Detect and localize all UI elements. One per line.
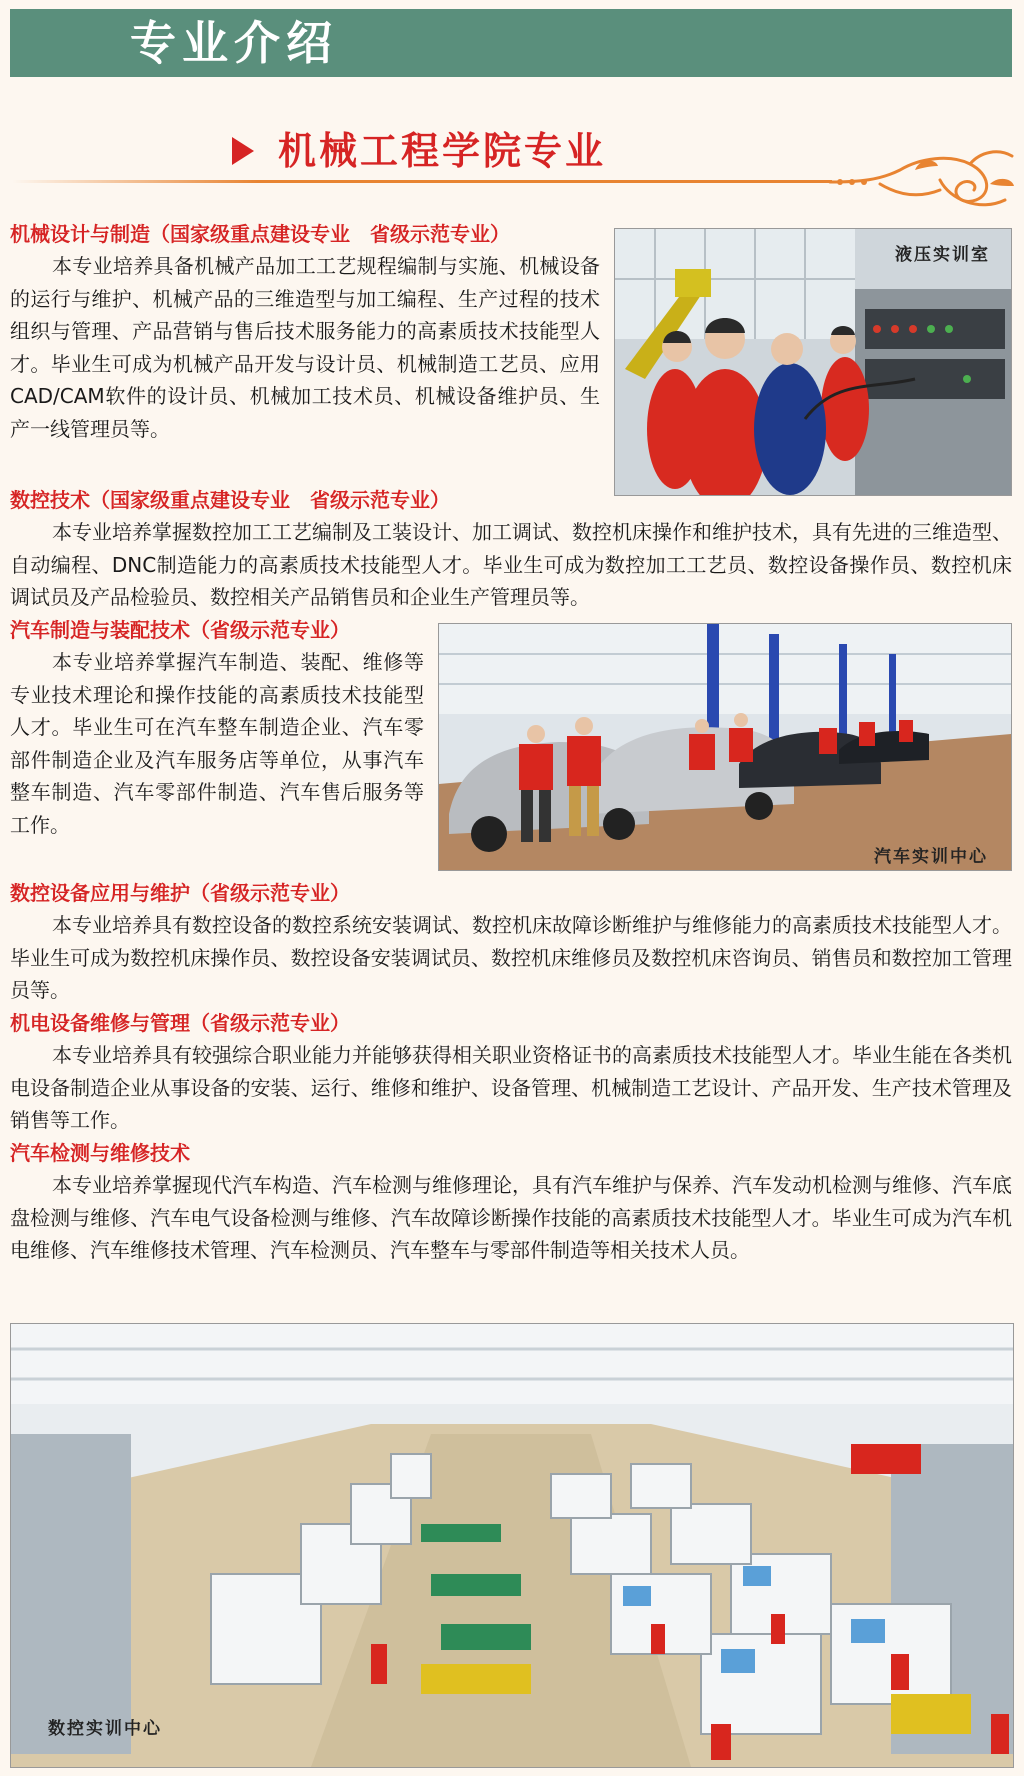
photo-cnc-training-center bbox=[10, 1323, 1014, 1768]
major-mechanical-design bbox=[10, 218, 600, 445]
photo-caption: 数控实训中心 bbox=[48, 1719, 162, 1739]
photo-hydraulic-lab bbox=[614, 228, 1012, 496]
major-auto-manufacturing bbox=[10, 614, 424, 841]
major-body: 本专业培养掌握数控加工工艺编制及工装设计、加工调试、数控机床操作和维护技术，具有先进的三维造型、自动编程、DNC制造能力的高素质技术技能型人才。毕业生可成为数控加工工艺员、数控设备操作员、数控机床调试员及产品检验员、数控相关产品销售员和企业生产管理员等。 bbox=[10, 520, 1012, 609]
subheader bbox=[0, 120, 1024, 220]
major-body: 本专业培养具有数控设备的数控系统安装调试、数控机床故障诊断维护与维修能力的高素质技术技能型人才。毕业生可成为数控机床操作员、数控设备安装调试员、数控机床维修员及数控机床咨询员、销售员和数控加工管理员等。 bbox=[10, 913, 1012, 1002]
major-heading: 数控技术（国家级重点建设专业 省级示范专业） bbox=[10, 488, 450, 512]
major-cnc-equipment bbox=[10, 877, 1012, 1007]
major-electromechanical bbox=[10, 1007, 1012, 1137]
major-body: 本专业培养掌握汽车制造、装配、维修等专业技术理论和操作技能的高素质技术技能型人才。毕业生可在汽车整车制造企业、汽车零部件制造企业及汽车服务店等单位，从事汽车整车制造、汽车零部件制造、汽车售后服务等工作。 bbox=[10, 650, 424, 837]
divider bbox=[12, 180, 832, 183]
subheader-title: 机械工程学院专业 bbox=[278, 129, 607, 173]
triangle-arrow-icon bbox=[232, 137, 254, 165]
major-heading: 汽车检测与维修技术 bbox=[10, 1141, 190, 1165]
swirl-ornament-icon bbox=[820, 140, 1020, 220]
major-auto-inspection bbox=[10, 1137, 1012, 1267]
major-heading: 机械设计与制造（国家级重点建设专业 省级示范专业） bbox=[10, 222, 510, 246]
major-body: 本专业培养具有较强综合职业能力并能够获得相关职业资格证书的高素质技术技能型人才。毕业生能在各类机电设备制造企业从事设备的安装、运行、维修和维护、设备管理、机械制造工艺设计、产品开发、生产技术管理及销售等工作。 bbox=[10, 1043, 1012, 1132]
major-heading: 汽车制造与装配技术（省级示范专业） bbox=[10, 618, 350, 642]
photo-caption: 汽车实训中心 bbox=[874, 847, 988, 867]
photo-auto-training-center bbox=[438, 623, 1012, 871]
section-banner bbox=[10, 9, 1012, 77]
photo-caption: 液压实训室 bbox=[895, 245, 990, 265]
major-heading: 机电设备维修与管理（省级示范专业） bbox=[10, 1011, 350, 1035]
major-body: 本专业培养具备机械产品加工工艺规程编制与实施、机械设备的运行与维护、机械产品的三维造型与加工编程、生产过程的技术组织与管理、产品营销与售后技术服务能力的高素质技术技能型人才。毕业生可成为机械产品开发与设计员、机械制造工艺员、应用CAD/CAM软件的设计员、机械加工技术员、机械设备维护员、生产一线管理员等。 bbox=[10, 254, 600, 441]
major-body: 本专业培养掌握现代汽车构造、汽车检测与维修理论，具有汽车维护与保养、汽车发动机检测与维修、汽车底盘检测与维修、汽车电气设备检测与维修、汽车故障诊断操作技能的高素质技术技能型人才。毕业生可成为汽车机电维修、汽车维修技术管理、汽车检测员、汽车整车与零部件制造等相关技术人员。 bbox=[10, 1173, 1012, 1262]
major-cnc-technology bbox=[10, 484, 1012, 614]
banner-title: 专业介绍 bbox=[130, 16, 338, 70]
major-heading: 数控设备应用与维护（省级示范专业） bbox=[10, 881, 350, 905]
